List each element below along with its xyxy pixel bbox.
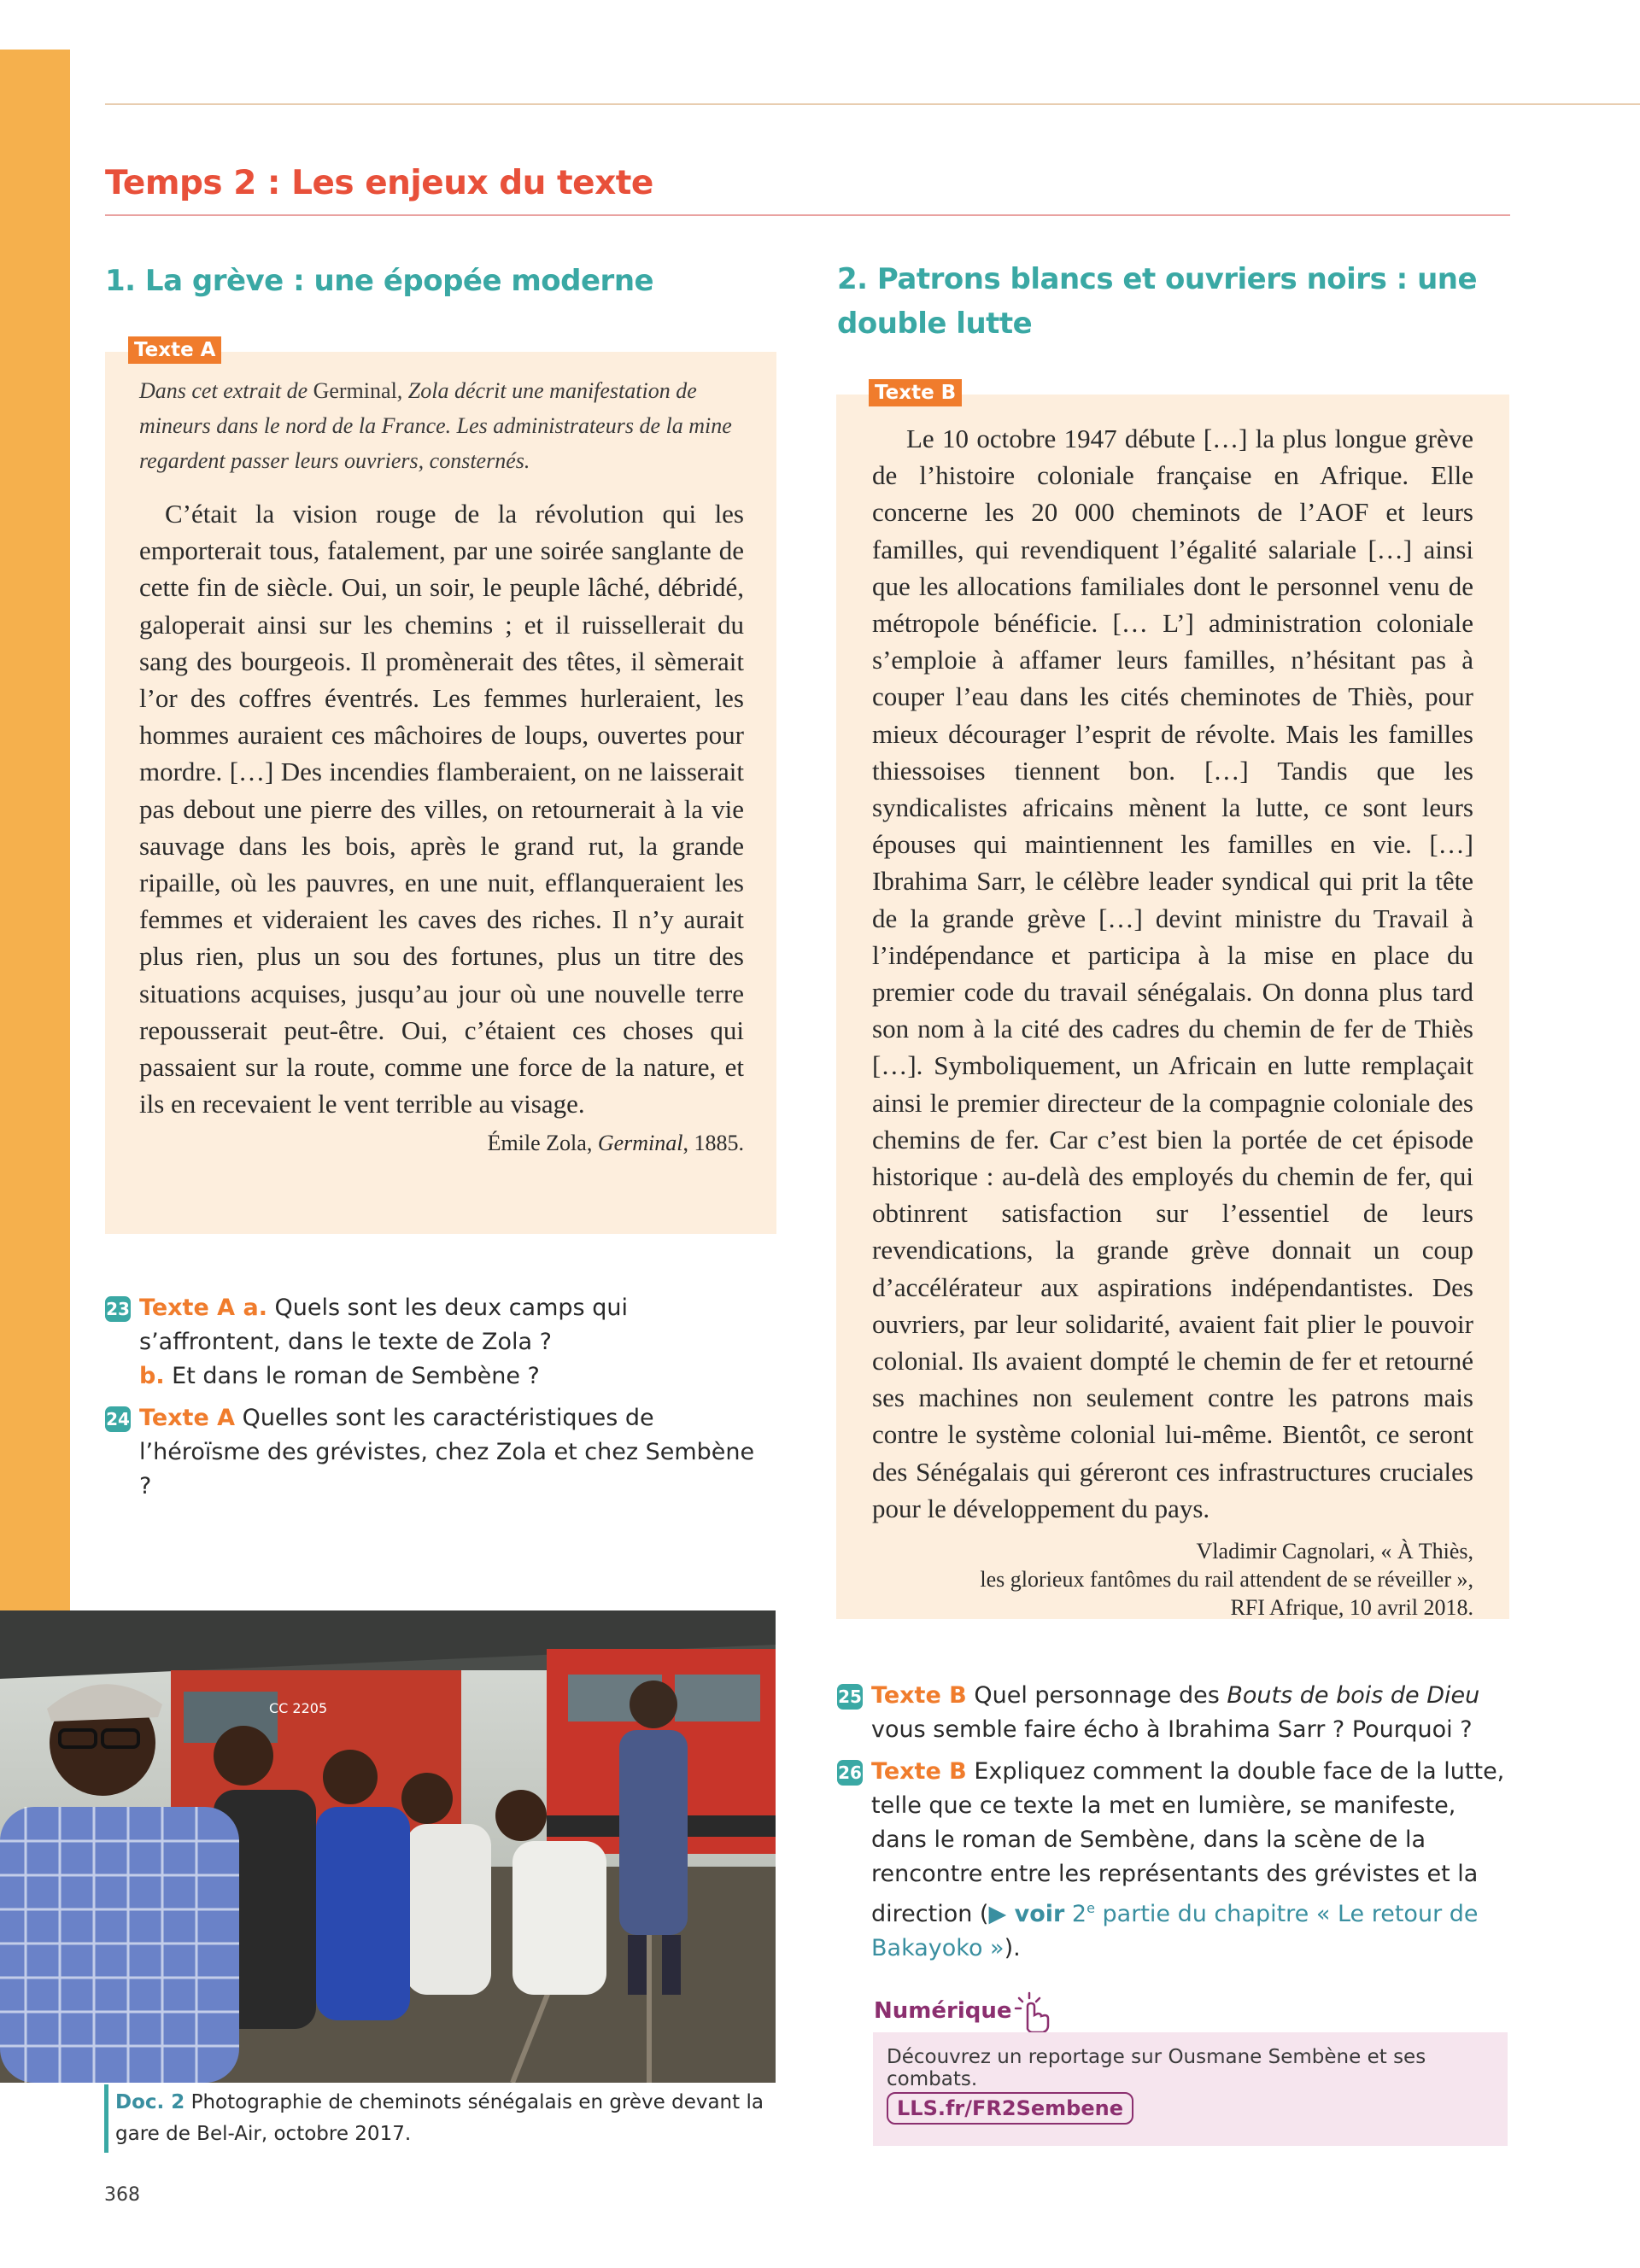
text-a-intro: Dans cet extrait de Germinal, Zola décrit une manifestation de mineurs dans le nord de la France. Les administrateurs de la mine regardent passer leurs ouvriers, consternés.	[139, 378, 732, 473]
page-number: 368	[104, 2184, 140, 2206]
text-a-source: Émile Zola, Germinal, 1885.	[487, 1131, 744, 1156]
text-b-source: Vladimir Cagnolari, « À Thiès, les glorieux fantômes du rail attendent de se réveiller », RFI Afrique, 10 avril 2018.	[980, 1539, 1473, 1621]
text-b-tag: Texte B	[869, 379, 962, 406]
loco-sign: CC 2205	[269, 1700, 328, 1716]
section-divider	[105, 214, 1510, 216]
top-divider	[105, 103, 1640, 105]
question-number-badge: 23	[105, 1296, 131, 1322]
numerique-box	[873, 2032, 1508, 2146]
strikers-photo	[0, 1610, 776, 2083]
section-title: Temps 2 : Les enjeux du texte	[105, 164, 653, 202]
caption-accent-bar	[104, 2084, 108, 2153]
question-23: 23 Texte A a. Quels sont les deux camps qui s’affrontent, dans le texte de Zola ? b. Et dans le roman de Sembène ?	[106, 1295, 628, 1389]
text-a-tag: Texte A	[128, 336, 221, 364]
left-color-bar	[0, 50, 70, 1612]
text-a-box	[105, 352, 776, 1234]
hand-pointer-icon	[1012, 1990, 1060, 2034]
see-link[interactable]: ▶ voir	[988, 1901, 1065, 1927]
question-26: 26 Texte B Expliquez comment la double face de la lutte, telle que ce texte la met en lumière, se manifeste, dans le roman de Sembène, dans la scène de la rencontre entre les représentants des grévistes et la direction (▶ voir 2e partie du chapitre « Le retour de Bakayoko »).	[838, 1758, 1505, 1961]
left-subtitle: 1. La grève : une épopée moderne	[105, 264, 654, 298]
numerique-label: Numérique	[874, 1998, 1012, 2024]
text-a-body: C’était la vision rouge de la révolution qui les emporterait tous, fatalement, par une soirée sanglante de cette fin de siècle. Oui, un soir, le peuple lâché, débridé, galoperait ainsi sur les chemins ; et il ruissellerait du sang des bourgeois. Il promènerait des têtes, il sèmerait l’or des coffres éventrés. Les femmes hurleraient, les hommes auraient ces mâchoires de loups, ouvertes pour mordre. […] Des incendies flamberaient, on ne laisserait pas debout une pierre des villes, on retournerait à la vie sauvage dans les bois, après le grand rut, la grande ripaille, où les pauvres, en une nuit, efflanqueraient les femmes et videraient les caves des riches. Il n’y aurait plus rien, plus un sou des fortunes, plus un titre des situations acquises, jusqu’au jour où une nouvelle terre repousserait peut-être. Oui, c’étaient ces choses qui passaient sur la route, comme une force de la nature, et ils en recevaient le vent terrible au visage.	[139, 499, 744, 1119]
chapter-reference-link[interactable]: partie du chapitre « Le retour de Bakayoko »	[871, 1901, 1479, 1961]
question-number-badge: 25	[837, 1684, 863, 1710]
question-24: 24 Texte A Quelles sont les caractéristiques de l’héroïsme des grévistes, chez Zola et chez Sembène ?	[106, 1405, 755, 1499]
question-number-badge: 24	[105, 1406, 131, 1432]
text-b-body: Le 10 octobre 1947 débute […] la plus longue grève de l’histoire coloniale française en Afrique. Elle concerne les 20 000 cheminots de l’AOF et leurs familles, qui revendiquent l’égalité salariale […] ainsi que les allocations familiales dont le personnel venu de métropole bénéficie. [… L’] administration coloniale s’emploie à affamer leurs familles, n’hésitant pas à couper l’eau dans les cités cheminotes de Thiès, pour mieux décourager l’esprit de révolte. Mais les familles thiessoises tiennent bon. […] Tandis que les syndicalistes africains mènent la lutte, ce sont leurs épouses qui maintiennent les familles en vie. […] Ibrahima Sarr, le célèbre leader syndical qui prit la tête de la grande grève […] devint ministre du Travail à l’indépendance et participa à la mise en place du premier code du travail sénégalais. On donna plus tard son nom à la cité des cadres du chemin de fer de Thiès […]. Symboliquement, un Africain en lutte remplaçait ainsi le premier directeur de la compagnie coloniale des chemins de fer. Car c’est bien la portée de cet épisode historique : au-delà des employés du chemin de fer, qui obtinrent satisfaction sur l’essentiel de leurs revendications, la grande grève donnait un coup d’accélérateur aux aspirations indépendantistes. Des ouvriers, par leur solidarité, avaient fait plier le pouvoir colonial. Ils avaient dompté le chemin de fer et retourné ses machines non seulement contre les patrons mais contre le système colonial lui-même. Bientôt, ce seront des Sénégalais qui géreront ces infrastructures cruciales pour le développement du pays.	[872, 424, 1473, 1523]
right-subtitle: 2. Patrons blancs et ouvriers noirs : une double lutte	[837, 262, 1478, 341]
text-b-box	[836, 395, 1509, 1619]
numerique-text: Découvrez un reportage sur Ousmane Sembène et ses combats.	[887, 2046, 1426, 2090]
question-25: 25 Texte B Quel personnage des Bouts de bois de Dieu vous semble faire écho à Ibrahima Sarr ? Pourquoi ?	[838, 1682, 1480, 1743]
numerique-link[interactable]: LLS.fr/FR2Sembene	[887, 2092, 1133, 2125]
photo-caption: Doc. 2 Photographie de cheminots sénégalais en grève devant la gare de Bel-Air, octobre 2017.	[115, 2091, 764, 2145]
question-number-badge: 26	[837, 1760, 863, 1786]
